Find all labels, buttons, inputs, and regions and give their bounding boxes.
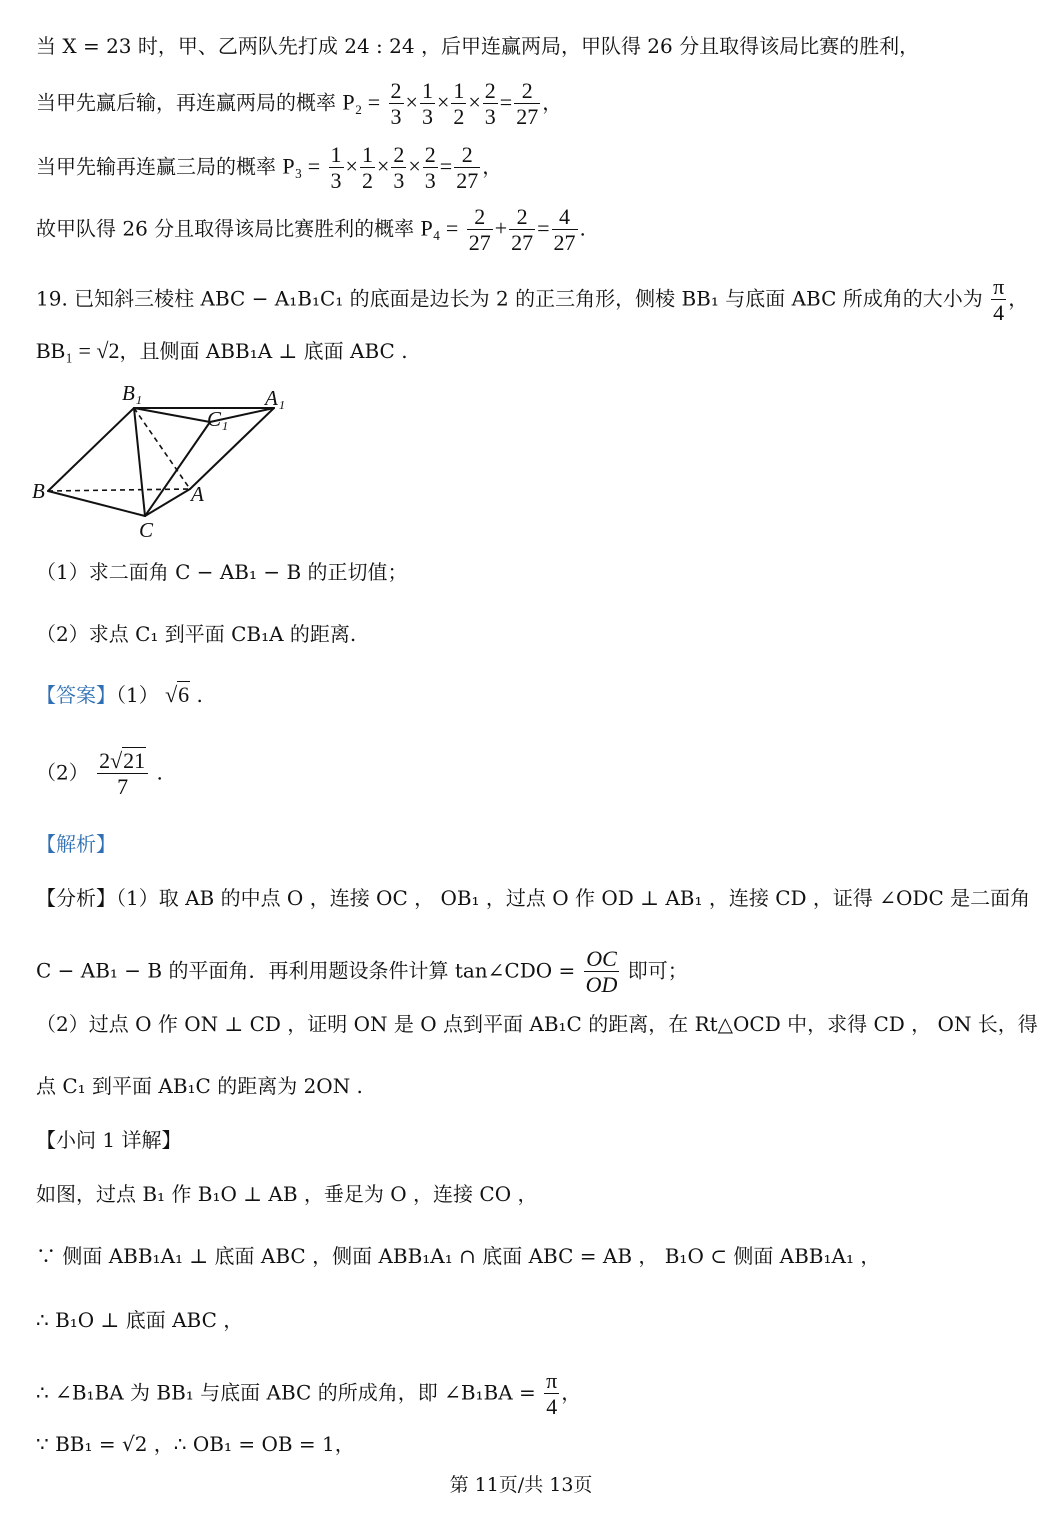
analysis-line-1: 【分析】（1）取 AB 的中点 O ，连接 OC ， OB₁ ，过点 O 作 OD ⊥ AB₁ ，连接 CD ，证得 ∠ODC 是二面角	[36, 886, 1031, 910]
fraction: $\frac{1}{2}$	[453, 78, 465, 130]
label-b1: B₁	[122, 381, 143, 405]
fraction: $\frac{2}{27}$	[468, 204, 491, 256]
sub-question-1: （1）求二面角 C − AB₁ − B 的正切值；	[36, 560, 408, 584]
answer-line-1: 【答案】（1） √6 .	[36, 682, 203, 707]
edge-b1-a-hidden	[134, 408, 190, 489]
fraction: $\frac{2}{27}$	[456, 142, 479, 194]
label-a1: A₁	[265, 386, 286, 410]
analysis-line-2: C − AB₁ − B 的平面角．再利用题设条件计算 tan∠CDO = $\frac{OC}{OD}$ 即可；	[36, 946, 688, 998]
fraction: $\frac{2}{3}$	[484, 78, 496, 130]
fraction: $\frac{2}{27}$	[516, 78, 539, 130]
fraction: $\frac{4}{27}$	[553, 204, 576, 256]
analysis-tag: 【解析】	[36, 832, 116, 856]
label-a: A	[191, 482, 204, 506]
edge-b-b1	[48, 408, 134, 491]
fraction: $\frac{1}{2}$	[361, 142, 373, 194]
fraction: $\frac{2}{3}$	[424, 142, 436, 194]
text-line-p4: 故甲队得 26 分且取得该局比赛胜利的概率 P₄ = $\frac{2}{27}$ + $\frac{2}{27}$ = $\frac{4}{27}$ .	[36, 204, 586, 256]
question-19-line-2: BB₁ = √2，且侧面 ABB₁A ⊥ 底面 ABC .	[36, 338, 408, 363]
answer-line-2: （2） $\frac{2√21}{7}$ .	[36, 748, 163, 800]
question-19-line-1: 19. 已知斜三棱柱 ABC − A₁B₁C₁ 的底面是边长为 2 的正三角形，侧棱 BB₁ 与底面 ABC 所成角的大小为 $\frac{\pi}{4}$ ，	[36, 274, 1029, 326]
subquestion-1-heading: 【小问 1 详解】	[36, 1128, 182, 1152]
tan-fraction: $\frac{OC}{OD}$	[585, 946, 618, 998]
analysis-line-3: （2）过点 O 作 ON ⊥ CD ，证明 ON 是 O 点到平面 AB₁C 的距离，在 Rt△OCD 中，求得 CD ， ON 长，得	[36, 1012, 1038, 1036]
fraction: $\frac{2}{27}$	[511, 204, 534, 256]
text-line-p2: 当甲先赢后输，再连赢两局的概率 P₂ = $\frac{2}{3}$ × $\frac{1}{3}$ × $\frac{1}{2}$ × $\frac{2}{3}$ = $\frac{2}{27}$ ，	[36, 78, 563, 130]
fraction: $\frac{1}{3}$	[421, 78, 433, 130]
p2-text: 当甲先赢后输，再连赢两局的概率	[36, 90, 336, 115]
page-footer: 第 11页/共 13页	[449, 1474, 593, 1496]
detail-line-3: ∴ B₁O ⊥ 底面 ABC ，	[36, 1308, 244, 1332]
fraction: $\frac{1}{3}$	[330, 142, 342, 194]
p3-text: 当甲先输再连赢三局的概率	[36, 154, 276, 179]
edge-b-a-hidden	[48, 489, 190, 491]
label-b: B	[32, 479, 45, 503]
text-line-p3: 当甲先输再连赢三局的概率 P₃ = $\frac{1}{3}$ × $\frac{1}{2}$ × $\frac{2}{3}$ × $\frac{2}{3}$ = $\frac{2}{27}$ ，	[36, 142, 503, 194]
angle-fraction-2: $\frac{\pi}{4}$	[546, 1368, 558, 1420]
edge-b-c	[48, 491, 145, 516]
edge-c-b1	[134, 408, 145, 516]
label-c: C	[139, 518, 154, 542]
angle-fraction: $\frac{\pi}{4}$	[993, 274, 1005, 326]
label-c1: C₁	[207, 407, 229, 431]
p4-text: 故甲队得 26 分且取得该局比赛胜利的概率	[36, 216, 415, 241]
detail-line-5: ∵ BB₁ = √2 ，∴ OB₁ = OB = 1，	[36, 1432, 355, 1456]
sub-question-2: （2）求点 C₁ 到平面 CB₁A 的距离.	[36, 622, 357, 646]
fraction: $\frac{2}{3}$	[390, 78, 402, 130]
fraction: $\frac{2}{3}$	[393, 142, 405, 194]
detail-line-4: ∴ ∠B₁BA 为 BB₁ 与底面 ABC 的所成角，即 ∠B₁BA = $\frac{\pi}{4}$ ，	[36, 1368, 582, 1420]
text-line-1: 当 X = 23 时，甲、乙两队先打成 24 : 24 ，后甲连赢两局，甲队得 26 分且取得该局比赛的胜利，	[36, 34, 920, 58]
p4-lhs: P₄ =	[420, 215, 459, 241]
detail-line-1: 如图，过点 B₁ 作 B₁O ⊥ AB ，垂足为 O ，连接 CO ，	[36, 1182, 538, 1206]
analysis-line-4: 点 C₁ 到平面 AB₁C 的距离为 2ON .	[36, 1074, 363, 1098]
p3-lhs: P₃ =	[282, 153, 321, 179]
detail-line-2: ∵ 侧面 ABB₁A₁ ⊥ 底面 ABC ，侧面 ABB₁A₁ ∩ 底面 ABC = AB ， B₁O ⊂ 侧面 ABB₁A₁ ，	[36, 1244, 881, 1268]
edge-c-a	[145, 489, 190, 516]
answer-tag: 【答案】	[36, 683, 116, 707]
p2-lhs: P₂ =	[342, 89, 381, 115]
prism-figure	[30, 378, 300, 548]
answer-1-sqrt: √6	[165, 682, 190, 707]
answer-2-fraction: $\frac{2√21}{7}$	[97, 748, 148, 800]
edge-b1-c1	[134, 408, 210, 422]
